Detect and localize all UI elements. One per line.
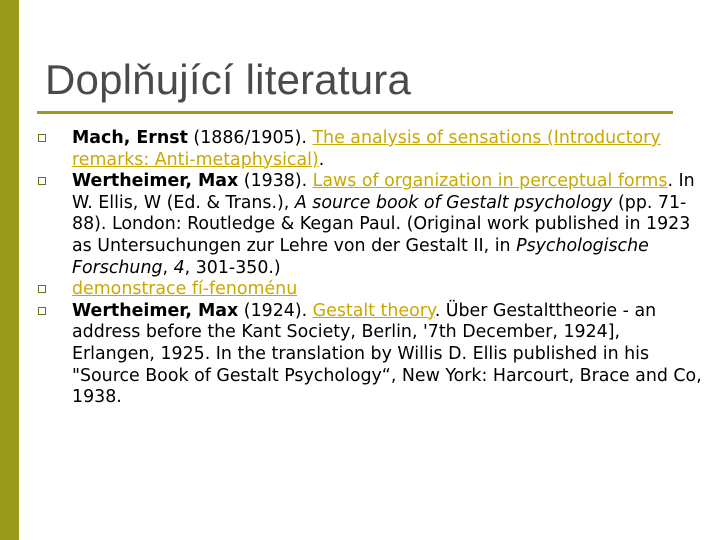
list-item-demonstrace	[38, 279, 706, 301]
citation-text: (pp. 71-88). London: Routledge & Kegan Paul. (Original work published in 1923 as Untersuchungen zur Lehre von der Gestalt II, in	[72, 192, 691, 256]
list-item-mach	[38, 128, 706, 171]
link-analysis-of-sensations[interactable]: The analysis of sensations (Introductory remarks: Anti-metaphysical)	[72, 128, 661, 170]
hollow-square-bullet-icon	[38, 134, 46, 142]
author-name: Wertheimer, Max	[72, 300, 239, 321]
year-text: (1924).	[238, 300, 313, 321]
year-text: (1938).	[238, 171, 313, 192]
year-text: (1886/1905).	[187, 128, 313, 148]
citation-text: ,	[162, 257, 174, 278]
slide-title: Doplňující literatura	[45, 56, 412, 103]
hollow-square-bullet-icon	[38, 177, 46, 185]
hollow-square-bullet-icon	[38, 307, 46, 315]
title-underline	[37, 111, 673, 114]
left-accent-bar	[0, 0, 19, 540]
link-laws-of-organization[interactable]: Laws of organization in perceptual forms	[312, 171, 668, 192]
hollow-square-bullet-icon	[38, 285, 46, 293]
citation-text: . In W. Ellis, W (Ed. & Trans.),	[72, 171, 695, 213]
author-name: Wertheimer, Max	[72, 171, 239, 192]
journal-title: Psychologische Forschung	[72, 235, 649, 278]
list-item-wertheimer-1938	[38, 171, 706, 279]
list-item-wertheimer-1924	[38, 301, 706, 409]
author-name: Mach, Ernst	[72, 128, 188, 148]
volume-number: 4	[173, 257, 185, 278]
citation-text: , 301-350.)	[184, 257, 281, 278]
link-demonstrace-fi-fenomenu[interactable]: demonstrace fí-fenoménu	[72, 279, 298, 300]
trailing-text: .	[318, 149, 325, 170]
citation-text: . Über Gestalttheorie - an address before the Kant Society, Berlin, '7th December, 1924], Erlangen, 1925. In the translation by Willis D. Ellis published in his "Source Book of Gestalt Psychology“, New York: Harcourt, Brace and Co, 1938.	[72, 300, 702, 408]
link-gestalt-theory[interactable]: Gestalt theory	[312, 300, 435, 321]
reference-list	[38, 128, 706, 409]
book-title: A source book of Gestalt psychology	[294, 192, 613, 213]
